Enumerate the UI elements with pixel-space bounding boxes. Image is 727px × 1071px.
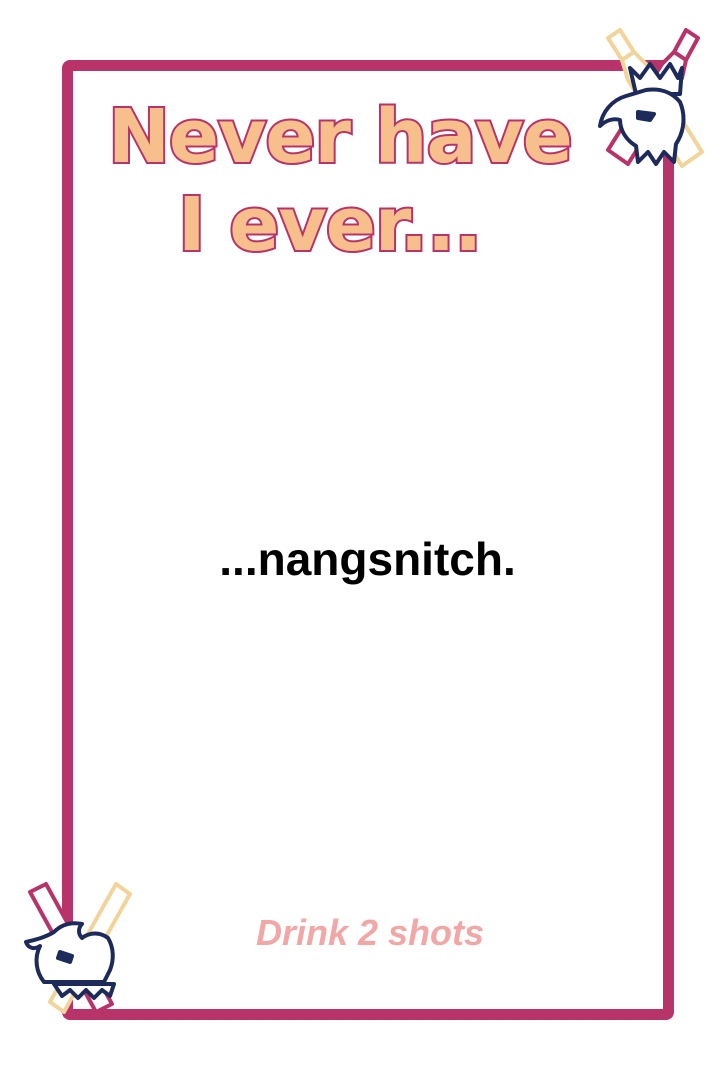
eagle-crossed-bottles-icon: [590, 20, 720, 190]
eagle-head: [26, 923, 114, 998]
card-penalty: Drink 2 shots: [255, 912, 485, 953]
card-prompt: ...nangsnitch.: [219, 533, 516, 585]
eagle-crossed-bottles-icon: [20, 880, 150, 1050]
card-title-line-1: Never have: [108, 94, 572, 180]
card-title-line-2: I ever...: [178, 182, 482, 268]
